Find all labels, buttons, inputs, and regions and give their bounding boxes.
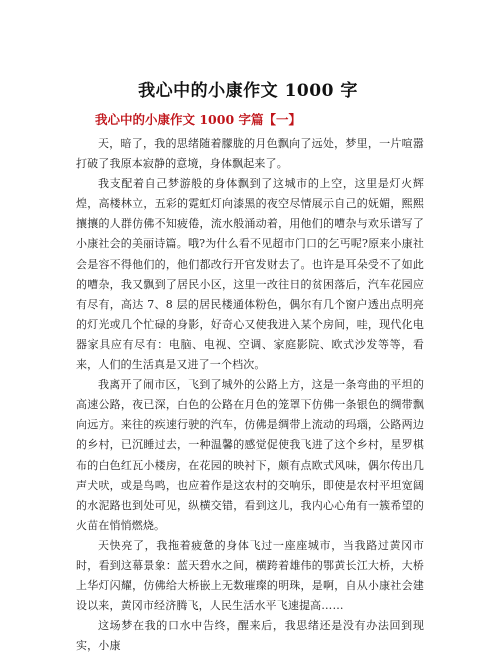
paragraph-5: 这场梦在我的口水中告终，醒来后，我思绪还是没有办法回到现实，小康 [76, 619, 424, 653]
paragraph-4: 天快亮了，我拖着疲惫的身体飞过一座座城市，当我路过黄冈市时，看到这幕景象：蓝天碧水之间，横跨着雄伟的鄂黄长江大桥，大桥上华灯闪耀，仿佛给大桥嵌上无数璀璨的明珠，是啊，自从小康社会建设以来，黄冈市经济腾飞，人民生活水平飞速提高…… [76, 538, 424, 613]
article-body [76, 134, 424, 656]
page-title: 我心中的小康作文 1000 字 [138, 81, 358, 101]
paragraph-3: 我离开了闹市区，飞到了城外的公路上方，这是一条弯曲的平坦的高速公路，夜已深，白色的公路在月色的笼罩下仿佛一条银色的绸带飘向远方。来往的疾速行驶的汽车，仿佛是绸带上流动的玛瑙，公路两边的乡村，已沉睡过去，一种温馨的感觉促使我飞进了这个乡村，星罗棋布的白色红瓦小楼房，在花园的映衬下，颇有点欧式风味，偶尔传出几声犬吠，或是鸟鸣，也应着作是这农村的交响乐，即使是农村平坦宽阔的水泥路也到处可见，纵横交错，看到这儿，我内心心角有一簇希望的火苗在悄悄燃烧。 [76, 378, 424, 532]
paragraph-2: 我支配着自己梦游般的身体飘到了这城市的上空，这里是灯火辉煌，高楼林立，五彩的霓虹灯向漆黑的夜空尽情展示自己的妩媚，熙熙攘攘的人群仿佛不知疲倦，流水般涌动着，用他们的嘈杂与欢乐谱写了小康社会的美丽诗篇。哦?为什么看不见超市门口的乞丐呢?原来小康社会是容不得他们的，他们都改行开官发财去了。也许是耳朵受不了如此的嘈杂，我又飘到了居民小区，这里一改往日的贫困落后，汽车花园应有尽有，高达 7、8 层的居民楼通体粉色，偶尔有几个窗户透出点明亮的灯光或几个忙碌的身影，好奇心又使我进入某个房间，哇，现代化电器家具应有尽有：电脑、电视、空调、家庭影院、欧式沙发等等，看来，人们的生活真是又进了一个档次。 [76, 177, 424, 372]
section-heading: 我心中的小康作文 1000 字篇【一】 [95, 112, 301, 127]
paragraph-1: 天，暗了，我的思绪随着朦胧的月色飘向了远处，梦里，一片喧嚣打破了我原本寂静的意境，身体飘起来了。 [76, 137, 424, 171]
